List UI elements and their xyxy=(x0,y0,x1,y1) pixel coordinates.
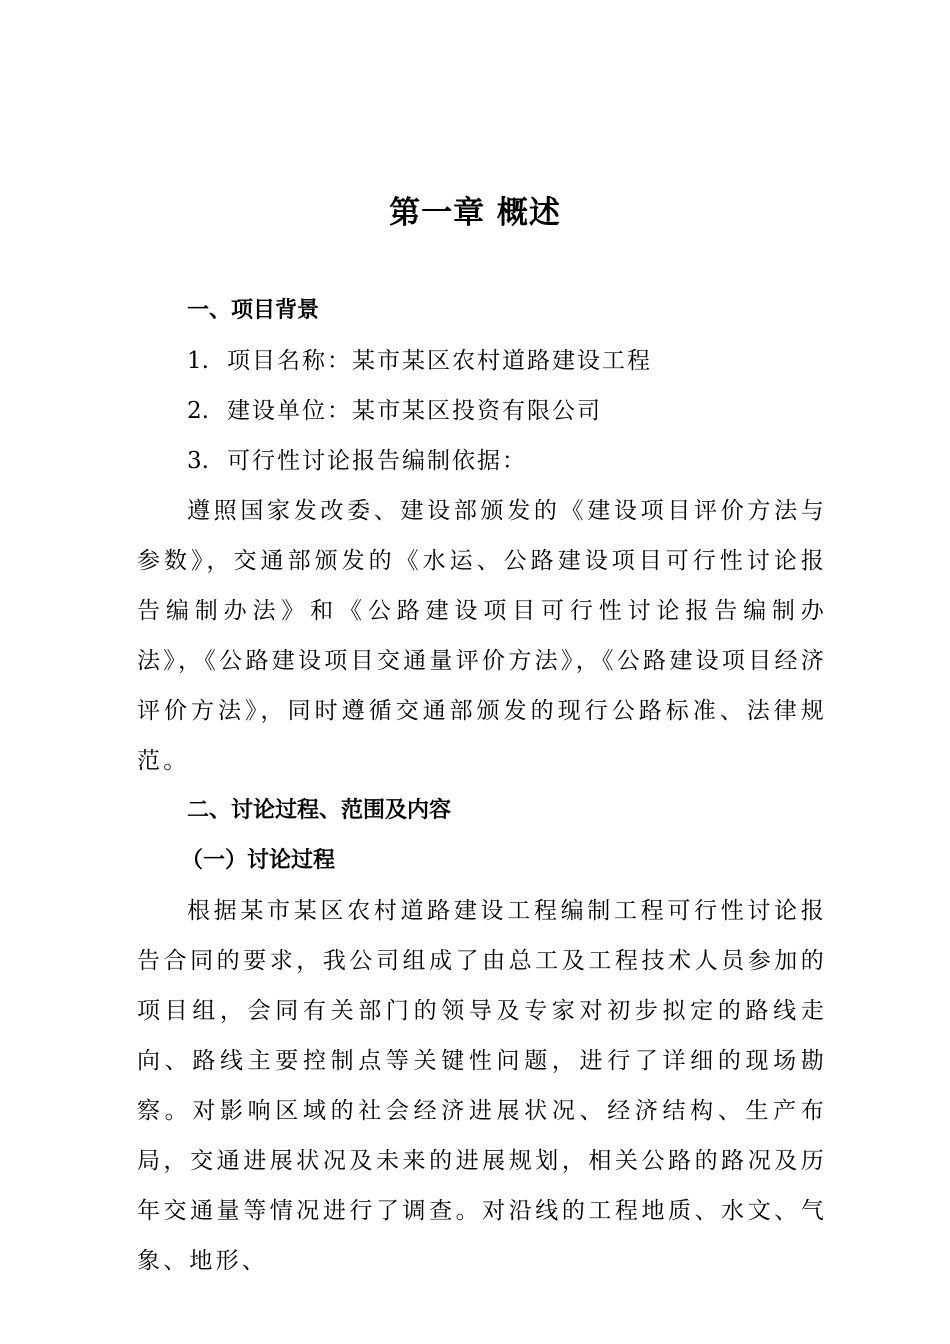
chapter-title: 第一章 概述 xyxy=(389,195,561,231)
sub-heading-process: （一）讨论过程 xyxy=(181,848,336,873)
list-item-number: 2. xyxy=(187,398,209,424)
list-item-construction-unit xyxy=(137,386,827,436)
list-item-text: 项目名称：某市某区农村道路建设工程 xyxy=(227,348,652,374)
section-heading-background: 一、项目背景 xyxy=(187,298,320,323)
section-heading-process-scope: 二、讨论过程、范围及内容 xyxy=(187,798,452,823)
list-item-number: 1. xyxy=(187,348,209,374)
process-paragraph: 根据某市某区农村道路建设工程编制工程可行性讨论报告合同的要求，我公司组成了由总工及工程技术人员参加的项目组，会同有关部门的领导及专家对初步拟定的路线走向、路线主要控制点等关键性问题，进行了详细的现场勘察。对影响区域的社会经济进展状况、经济结构、生产布局，交通进展状况及未来的进展规划，相关公路的路况及历年交通量等情况进行了调查。对沿线的工程地质、水文、气象、地形、 xyxy=(137,898,827,1274)
basis-paragraph: 遵照国家发改委、建设部颁发的《建设项目评价方法与参数》，交通部颁发的《水运、公路建设项目可行性讨论报告编制办法》和《公路建设项目可行性讨论报告编制办法》，《公路建设项目交通量评价方法》，《公路建设项目经济评价方法》，同时遵循交通部颁发的现行公路标准、法律规范。 xyxy=(137,498,827,774)
document-body xyxy=(137,286,827,1286)
list-item-project-name xyxy=(137,336,827,386)
list-item-compilation-basis xyxy=(137,436,827,486)
list-item-text: 建设单位：某市某区投资有限公司 xyxy=(227,398,602,424)
list-item-number: 3. xyxy=(187,448,209,474)
list-item-text: 可行性讨论报告编制依据： xyxy=(227,448,527,474)
